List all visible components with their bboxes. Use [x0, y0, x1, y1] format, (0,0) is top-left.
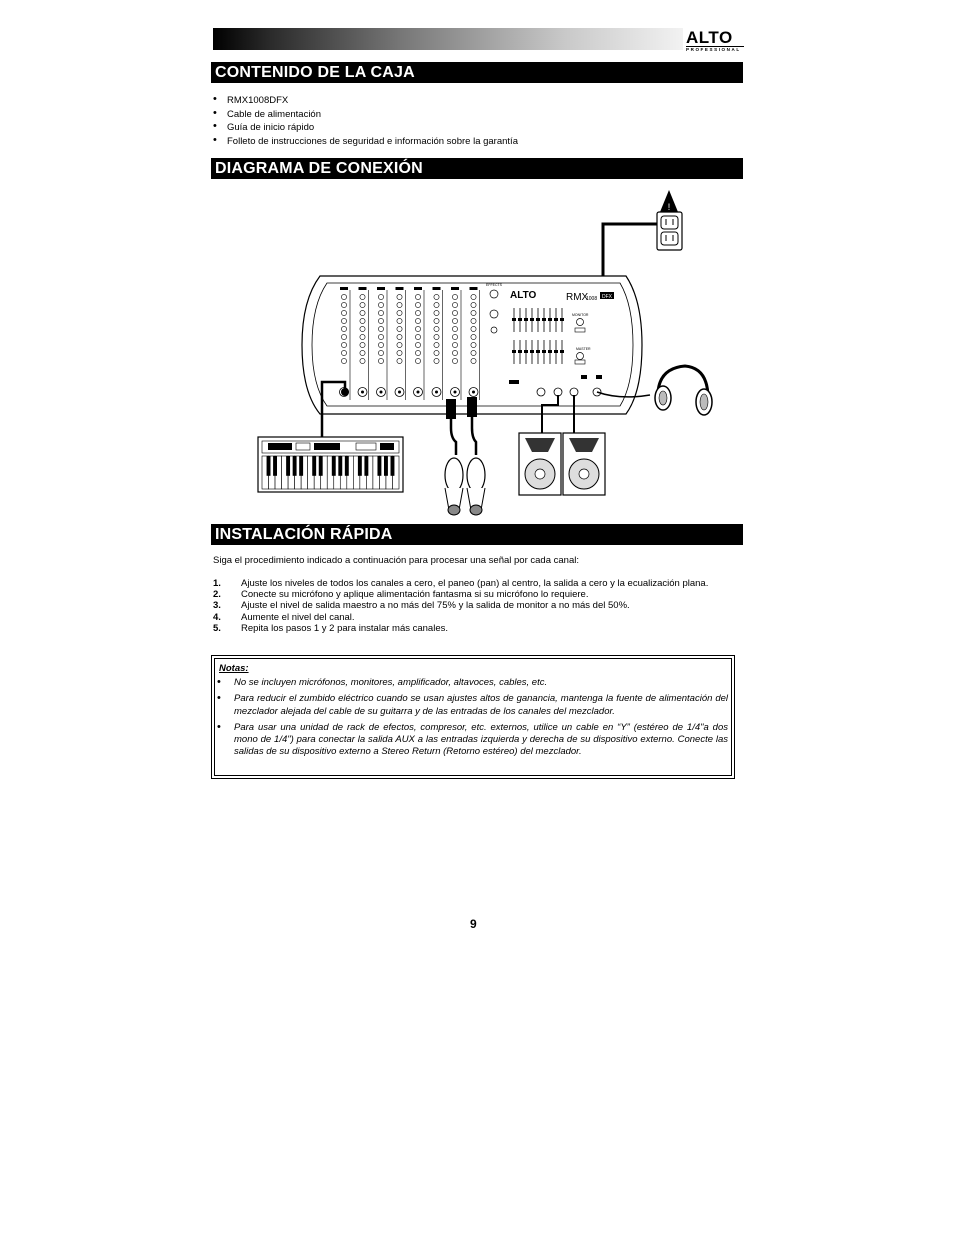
list-item: • Guía de inicio rápido	[213, 121, 518, 135]
quickstart-intro: Siga el procedimiento indicado a continuación para procesar una señal por cada canal:	[213, 555, 579, 566]
step-item: 5. Repita los pasos 1 y 2 para instalar más canales.	[213, 622, 448, 634]
warning-symbol: !	[667, 202, 671, 212]
microphone-right	[467, 458, 485, 515]
xlr-input-pin	[398, 391, 401, 394]
wall-outlet	[657, 190, 682, 250]
black-key	[377, 456, 381, 476]
logo-subtext: PROFESSIONAL	[686, 46, 744, 53]
eq-fader-cap	[536, 350, 540, 353]
xlr-input-pin	[472, 391, 475, 394]
eq-fader-cap	[530, 318, 534, 321]
eq-fader-cap	[524, 318, 528, 321]
notes-list	[216, 677, 728, 763]
black-key	[345, 456, 349, 476]
xlr-input-pin	[454, 391, 457, 394]
microphone-left	[445, 458, 463, 515]
eq-fader-cap	[548, 350, 552, 353]
black-key	[358, 456, 362, 476]
channel-gain-marker	[340, 287, 348, 290]
logo-text: ALTO	[686, 28, 733, 47]
speaker-right	[563, 433, 605, 495]
eq-fader-cap	[554, 350, 558, 353]
eq-fader-cap	[560, 318, 564, 321]
black-key	[267, 456, 271, 476]
black-key	[338, 456, 342, 476]
xlr-input-pin	[380, 391, 383, 394]
channel-gain-marker	[414, 287, 422, 290]
channel-gain-marker	[470, 287, 478, 290]
section-title-contents: CONTENIDO DE LA CAJA	[211, 62, 743, 83]
black-key	[319, 456, 323, 476]
black-key	[286, 456, 290, 476]
step-item: 4. Aumente el nivel del canal.	[213, 611, 355, 623]
keyboard	[258, 437, 403, 492]
channel-gain-marker	[451, 287, 459, 290]
black-key	[273, 456, 277, 476]
notes-title: Notas:	[219, 663, 249, 674]
eq-fader-cap	[512, 318, 516, 321]
xlr-input-pin	[435, 391, 438, 394]
black-key	[332, 456, 336, 476]
list-item: • RMX1008DFX	[213, 94, 518, 108]
eq-fader-cap	[530, 350, 534, 353]
eq-fader-cap	[512, 350, 516, 353]
quickstart-steps	[213, 578, 708, 634]
step-item: 2. Conecte su micrófono y aplique alimentación fantasma si su micrófono lo requiere.	[213, 589, 589, 601]
speaker-left	[519, 433, 561, 495]
mixer-model-badge: DFX	[602, 294, 612, 300]
xlr-input-pin	[361, 391, 364, 394]
eq-fader-cap	[542, 350, 546, 353]
list-item: • Folleto de instrucciones de seguridad e información sobre la garantía	[213, 135, 518, 149]
step-item: 1. Ajuste los niveles de todos los canales a cero, el paneo (pan) al centro, la salida a cero y la ecualización plana.	[213, 578, 709, 589]
channel-gain-marker	[359, 287, 367, 290]
keyboard-keys	[262, 456, 399, 489]
note-item: • Para usar una unidad de rack de efectos, compresor, etc. externos, utilice un cable en “Y” (estéreo de 1/4"a dos mono de 1/4") para conectar la salida AUX a las entradas izquierda y derecha de su dispositivo externo. Conecte las salidas de su dispositivo externo a Stereo Return (Retorno estéreo) del mezclador.	[216, 722, 728, 759]
note-item: • No se incluyen micrófonos, monitores, amplificador, altavoces, cables, etc.	[216, 677, 728, 689]
eq-fader-cap	[536, 318, 540, 321]
eq-fader-cap	[560, 350, 564, 353]
mixer-brand: ALTO	[510, 290, 537, 301]
black-key	[299, 456, 303, 476]
eq-fader-cap	[518, 318, 522, 321]
eq-fader-cap	[524, 350, 528, 353]
effects-label: EFFECTS	[486, 283, 502, 287]
section-title-diagram: DIAGRAMA DE CONEXIÓN	[211, 158, 743, 179]
black-key	[391, 456, 395, 476]
mixer	[302, 276, 642, 414]
eq-fader-cap	[518, 350, 522, 353]
list-item: • Cable de alimentación	[213, 108, 518, 122]
channel-gain-marker	[396, 287, 404, 290]
channel-gain-marker	[433, 287, 441, 290]
eq-fader-cap	[554, 318, 558, 321]
xlr-input-pin	[417, 391, 420, 394]
monitor-label: MONITOR	[572, 313, 589, 317]
notes-box	[211, 655, 735, 779]
page-number: 9	[470, 917, 477, 931]
step-item: 3. Ajuste el nivel de salida maestro a no más del 75% y la salida de monitor a no más del 50%.	[213, 600, 630, 612]
mixer-model: RMX	[566, 292, 589, 303]
black-key	[293, 456, 297, 476]
headphones	[655, 366, 712, 415]
black-key	[364, 456, 368, 476]
eq-fader-cap	[548, 318, 552, 321]
connection-diagram	[0, 0, 954, 540]
black-key	[312, 456, 316, 476]
mixer-model-suffix: 1008	[586, 296, 598, 302]
section-title-quickstart: INSTALACIÓN RÁPIDA	[211, 524, 743, 545]
eq-fader-cap	[542, 318, 546, 321]
note-item: • Para reducir el zumbido eléctrico cuando se usan ajustes altos de ganancia, mantenga la fuente de alimentación del mezclador alejada del cable de su guitarra y de las entradas de los canales del mezclador.	[216, 693, 728, 718]
master-label: MASTER	[576, 347, 591, 351]
channel-gain-marker	[377, 287, 385, 290]
black-key	[384, 456, 388, 476]
